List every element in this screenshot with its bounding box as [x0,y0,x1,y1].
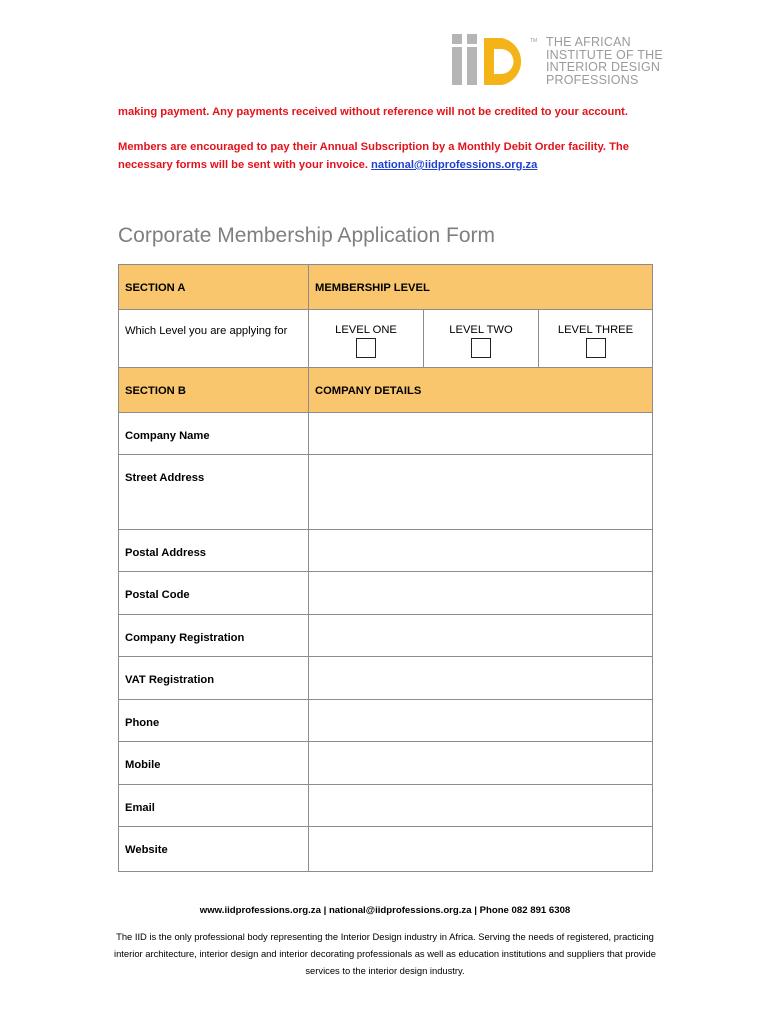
field-row-street-address [119,455,653,530]
field-row-vat-registration [119,657,653,700]
level-one-cell [309,310,424,368]
level-three-cell [539,310,653,368]
postal-address-label: Postal Address [119,530,309,572]
footer-description: The IID is the only professional body representing the Interior Design industry in Africa. Serving the needs of registered, practicing interior architecture, interior design and interior decorating professionals as well as education institutions and suppliers that provide services to the interior design industry. [114,931,656,976]
section-b-label: SECTION B [119,368,309,413]
level-one-checkbox[interactable] [356,338,376,358]
company-name-label: Company Name [119,413,309,455]
membership-level-heading: MEMBERSHIP LEVEL [309,265,653,310]
logo-line-1: THE AFRICAN [546,35,631,49]
logo-line-3: INTERIOR DESIGN [546,60,661,74]
email-label: Email [119,785,309,827]
field-row-phone [119,700,653,742]
logo-line-2: INSTITUTE OF THE [546,47,663,62]
website-input[interactable] [309,827,653,872]
footer-contact-links: www.iidprofessions.org.za | national@iidprofessions.org.za | Phone 082 891 6308 [199,905,571,916]
street-address-label: Street Address [119,455,309,530]
phone-input[interactable] [309,700,653,742]
field-row-website [119,827,653,872]
email-input[interactable] [309,785,653,827]
postal-address-input[interactable] [309,530,653,572]
level-three-checkbox[interactable] [586,338,606,358]
iid-logo-mark-icon [450,34,542,90]
section-a-label: SECTION A [119,265,309,310]
street-address-input[interactable] [309,455,653,530]
section-b-header [119,368,653,413]
vat-registration-input[interactable] [309,657,653,700]
notice-email-link[interactable]: national@iidprofessions.org.za [371,159,538,171]
field-row-company-registration [119,615,653,657]
logo-text [546,36,666,86]
vat-registration-label: VAT Registration [119,657,309,700]
level-two-label: LEVEL TWO [449,324,513,336]
website-label: Website [119,827,309,872]
level-row [119,310,653,368]
trademark-mark: TM [530,38,538,44]
field-row-email [119,785,653,827]
membership-form-table [118,264,653,872]
debit-order-notice [118,138,658,174]
mobile-label: Mobile [119,742,309,785]
payment-notice: making payment. Any payments received without reference will not be credited to your account. [118,106,628,118]
postal-code-input[interactable] [309,572,653,615]
level-three-label: LEVEL THREE [557,324,634,336]
field-row-postal-address [119,530,653,572]
iid-logo [450,34,665,90]
logo-line-4: PROFESSIONS [546,72,639,87]
mobile-input[interactable] [309,742,653,785]
company-registration-input[interactable] [309,615,653,657]
field-row-company-name [119,413,653,455]
level-two-cell [424,310,539,368]
page-title: Corporate Membership Application Form [118,224,495,247]
level-question: Which Level you are applying for [119,310,309,368]
debit-order-text: Members are encouraged to pay their Annual Subscription by a Monthly Debit Order facility. The necessary forms will be sent with your invoice. [118,141,629,171]
company-name-input[interactable] [309,413,653,455]
company-registration-label: Company Registration [119,615,309,657]
level-one-label: LEVEL ONE [335,324,397,336]
level-two-checkbox[interactable] [471,338,491,358]
phone-label: Phone [119,700,309,742]
field-row-mobile [119,742,653,785]
postal-code-label: Postal Code [119,572,309,615]
section-a-header [119,265,653,310]
field-row-postal-code [119,572,653,615]
company-details-heading: COMPANY DETAILS [309,368,653,413]
